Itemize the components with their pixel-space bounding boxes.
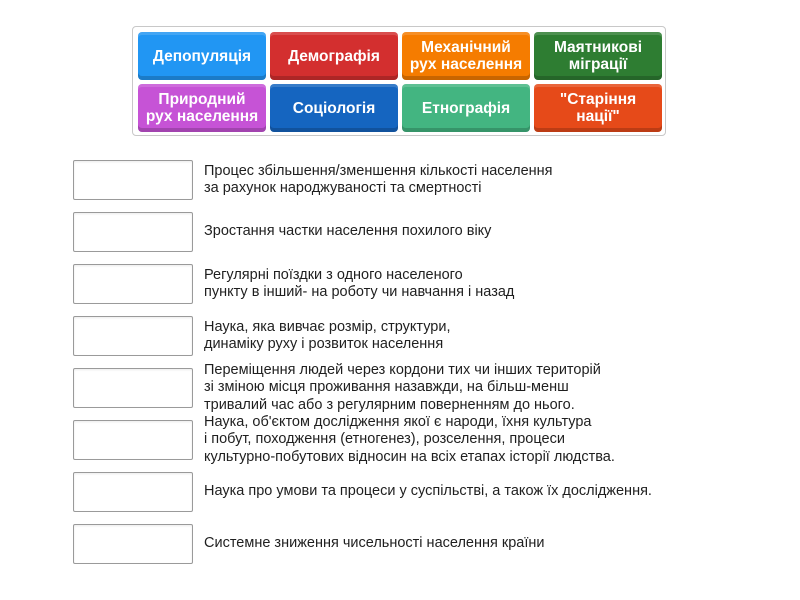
word-bank (132, 26, 666, 136)
drop-slot[interactable] (73, 212, 193, 252)
match-row (73, 212, 753, 252)
definition-text: Переміщення людей через кордони тих чи інших територій зі зміною місця проживання назавжди, на більш-менш тривалий час або з регулярним поверненням до нього. (204, 361, 601, 413)
drop-slot[interactable] (73, 524, 193, 564)
drop-slot[interactable] (73, 316, 193, 356)
tile-commuting-migrations[interactable]: Маятникові міграції (534, 32, 662, 80)
tile-mechanical-movement[interactable]: Механічний рух населення (402, 32, 530, 80)
definition-text: Зростання частки населення похилого віку (204, 223, 492, 240)
match-row (73, 472, 753, 512)
definition-text: Регулярні поїздки з одного населеного пункту в інший- на роботу чи навчання і назад (204, 266, 515, 300)
drop-slot[interactable] (73, 472, 193, 512)
tile-depopulation[interactable]: Депопуляція (138, 32, 266, 80)
definition-text: Наука, яка вивчає розмір, структури, динаміку руху і розвиток населення (204, 318, 451, 352)
tile-demography[interactable]: Демографія (270, 32, 398, 80)
definition-text: Системне зниження чисельності населення країни (204, 535, 545, 552)
match-row (73, 160, 753, 200)
drop-slot[interactable] (73, 160, 193, 200)
definition-text: Процес збільшення/зменшення кількості населення за рахунок народжуваності та смертності (204, 162, 553, 196)
match-row (73, 524, 753, 564)
match-row (73, 316, 753, 356)
tile-ethnography[interactable]: Етнографія (402, 84, 530, 132)
tile-sociology[interactable]: Соціологія (270, 84, 398, 132)
match-row (73, 264, 753, 304)
definition-text: Наука, об'єктом дослідження якої є народи, їхня культура і побут, походження (етногенез), розселення, процеси культурно-побутових відносин на всіх етапах історії людства. (204, 413, 615, 465)
tile-natural-movement[interactable]: Природний рух населення (138, 84, 266, 132)
tile-aging-nation[interactable]: "Старіння нації" (534, 84, 662, 132)
match-row (73, 361, 753, 413)
drop-slot[interactable] (73, 420, 193, 460)
drop-slot[interactable] (73, 368, 193, 408)
match-row (73, 413, 753, 465)
definition-text: Наука про умови та процеси у суспільстві, а також їх дослідження. (204, 483, 652, 500)
drop-slot[interactable] (73, 264, 193, 304)
